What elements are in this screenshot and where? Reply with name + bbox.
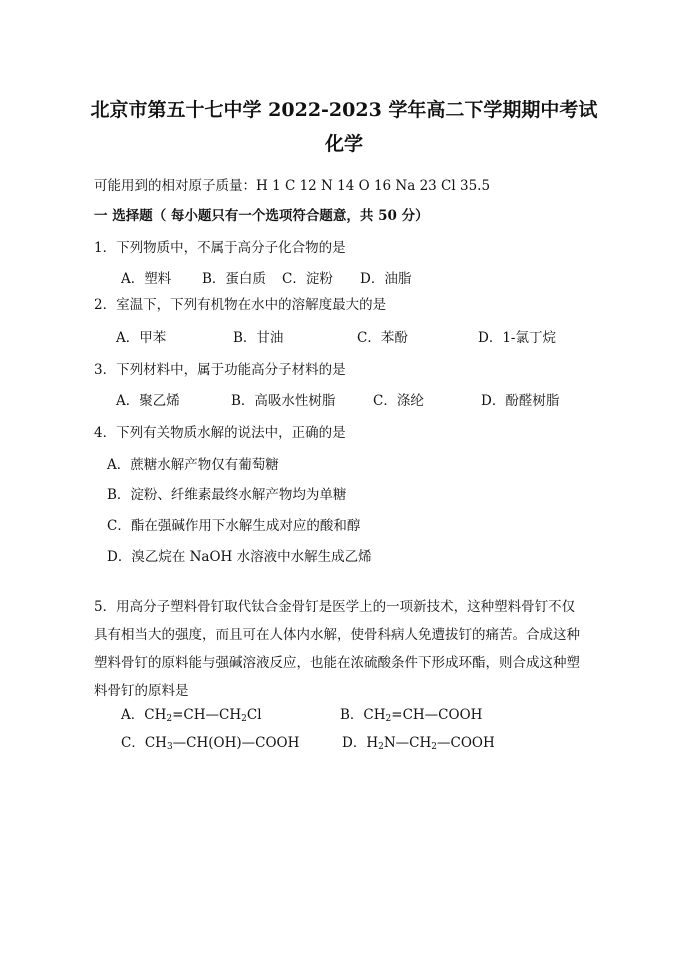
question-5-stem-line-4: 料骨钉的原料是: [94, 683, 189, 699]
q3-option-c: C．涤纶: [373, 393, 424, 409]
q4-option-d: D．溴乙烷在 NaOH 水溶液中水解生成乙烯: [107, 549, 372, 565]
q3-option-a: A．聚乙烯: [116, 393, 180, 409]
q1-option-d: D．油脂: [360, 271, 412, 287]
q3-option-d: D．酚醛树脂: [481, 393, 560, 409]
q2-option-a: A．甲苯: [116, 330, 167, 346]
question-3-stem: 3．下列材料中，属于功能高分子材料的是: [94, 362, 346, 378]
question-1-stem: 1．下列物质中，不属于高分子化合物的是: [94, 240, 346, 256]
q5-option-d: D．$H_2N—CH_2—COOH$: [342, 735, 495, 752]
q5-option-b: B．$CH_2=CH—COOH$: [340, 707, 483, 724]
q5-option-a: A．$CH_2=CH—CH_2Cl$: [121, 707, 262, 724]
q5-option-c: C．$CH_3—CH(OH)—COOH$: [121, 735, 300, 752]
atomic-mass-note: 可能用到的相对原子质量：H 1 C 12 N 14 O 16 Na 23 Cl 35.5: [94, 178, 491, 194]
q4-option-b: B．淀粉、纤维素最终水解产物均为单糖: [107, 487, 347, 503]
q1-option-b: B．蛋白质: [202, 271, 266, 287]
question-2-stem: 2．室温下，下列有机物在水中的溶解度最大的是: [94, 297, 387, 313]
subject-title: 化学: [324, 133, 363, 155]
q1-option-a: A．塑料: [121, 271, 172, 287]
exam-title: 北京市第五十七中学 2022-2023 学年高二下学期期中考试: [90, 99, 598, 121]
section-heading: 一 选择题（ 每小题只有一个选项符合题意，共 50 分）: [94, 208, 429, 224]
q2-option-b: B．甘油: [233, 330, 284, 346]
question-5-stem-line-3: 塑料骨钉的原料能与强碱溶液反应，也能在浓硫酸条件下形成环酯，则合成这种塑: [94, 655, 580, 671]
q4-option-a: A．蔗糖水解产物仅有葡萄糖: [107, 457, 279, 473]
question-4-stem: 4．下列有关物质水解的说法中，正确的是: [94, 425, 346, 441]
q2-option-c: C．苯酚: [357, 330, 408, 346]
q2-option-d: D．1-氯丁烷: [478, 330, 556, 346]
question-5-stem-line-2: 具有相当大的强度，而且可在人体内水解，使骨科病人免遭拔钉的痛苦。合成这种: [94, 627, 580, 643]
q4-option-c: C．酯在强碱作用下水解生成对应的酸和醇: [107, 518, 361, 534]
q1-option-c: C．淀粉: [282, 271, 333, 287]
question-5-stem-line-1: 5．用高分子塑料骨钉取代钛合金骨钉是医学上的一项新技术，这种塑料骨钉不仅: [94, 599, 576, 615]
q3-option-b: B．高吸水性树脂: [231, 393, 336, 409]
